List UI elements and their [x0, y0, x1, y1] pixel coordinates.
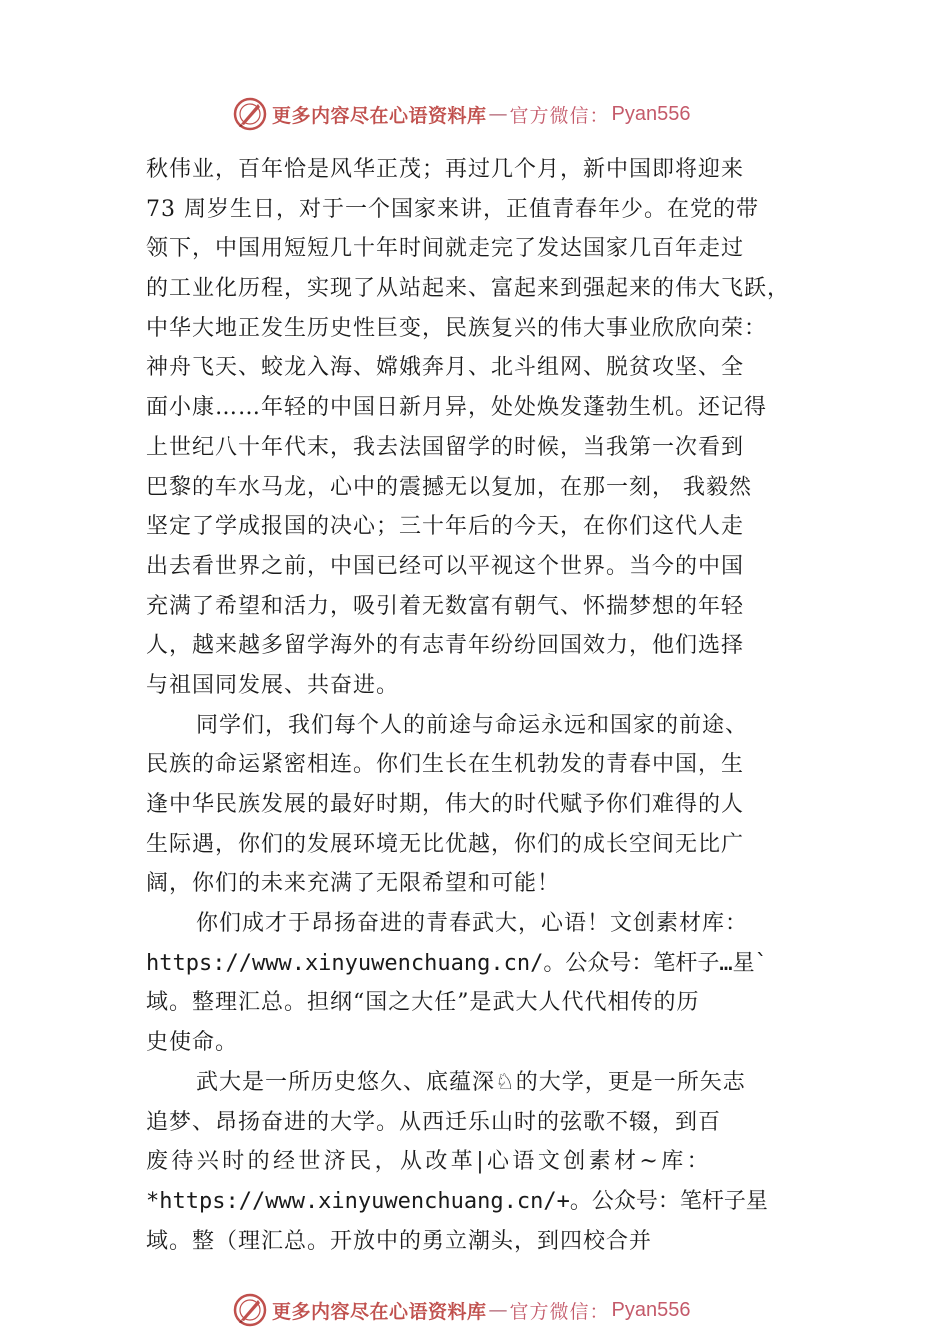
header-wechat-label: 官方微信： [509, 104, 610, 127]
header-wechat-id: Pyan556 [611, 102, 691, 125]
text-line: 废待兴时的经世济民，从改革|心语文创素材~库： [146, 1149, 713, 1175]
footer-dash: — [488, 1299, 508, 1321]
text-line: 阔，你们的未来充满了无限希望和可能！ [146, 871, 561, 897]
text-line: 上世纪八十年代末，我去法国留学的时候，当我第一次看到 [146, 434, 745, 460]
text-line: 域。整（理汇总。开放中的勇立潮头，到四校合并 [146, 1228, 653, 1254]
footer-banner [232, 1290, 752, 1330]
footer-wechat-label: 官方微信： [509, 1300, 610, 1323]
text-line: 中华大地正发生历史性巨变，民族复兴的伟大事业欣欣向荣： [146, 315, 768, 341]
text-line: 人，越来越多留学海外的有志青年纷纷回国效力，他们选择 [146, 633, 745, 659]
text-line: 神舟飞天、蛟龙入海、嫦娥奔月、北斗组网、脱贫攻坚、全 [146, 355, 745, 381]
text-line: 追梦、昂扬奋进的大学。从西迁乐山时的弦歌不辍，到百 [146, 1109, 722, 1135]
header-banner [232, 94, 752, 134]
header-dash: — [488, 103, 508, 125]
url-line: https://www.xinyuwenchuang.cn/。公众号：笔杆子…星` [146, 950, 768, 976]
text-line: 与祖国同发展、共奋进。 [146, 672, 400, 698]
text-line: 73 周岁生日，对于一个国家来讲，正值青春年少。在党的带 [146, 196, 759, 222]
paragraph-start: 武大是一所历史悠久、底蕴深♘的大学，更是一所矢志 [196, 1069, 746, 1095]
footer-text: 更多内容尽在心语资料库 [272, 1300, 487, 1323]
quill-seal-icon [232, 96, 268, 132]
footer-wechat-id: Pyan556 [611, 1298, 691, 1321]
text-line: 逢中华民族发展的最好时期，伟大的时代赋予你们难得的人 [146, 792, 745, 817]
text-line: 出去看世界之前，中国已经可以平视这个世界。当今的中国 [146, 553, 745, 579]
text-line: 域。整理汇总。担纲“国之大任”是武大人代代相传的历 [146, 990, 700, 1016]
text-line: 坚定了学成报国的决心；三十年后的今天，在你们这代人走 [146, 514, 745, 540]
text-line: 领下，中国用短短几十年时间就走完了发达国家几百年走过 [146, 236, 745, 262]
text-line: 巴黎的车水马龙，心中的震撼无以复加，在那一刻， 我毅然 [146, 474, 752, 500]
text-line: 生际遇，你们的发展环境无比优越，你们的成长空间无比广 [146, 831, 745, 857]
text-line: 民族的命运紧密相连。你们生长在生机勃发的青春中国，生 [146, 752, 745, 778]
quill-seal-icon [232, 1292, 268, 1328]
text-line: 史使命。 [146, 1030, 239, 1056]
url-line: *https://www.xinyuwenchuang.cn/+。公众号：笔杆子星 [146, 1188, 768, 1214]
document-body [146, 150, 846, 1261]
text-line: 的工业化历程，实现了从站起来、富起来到强起来的伟大飞跃， [146, 276, 791, 302]
text-line: 充满了希望和活力，吸引着无数富有朝气、怀揣梦想的年轻 [146, 593, 745, 619]
text-line: 秋伟业，百年恰是风华正茂；再过几个月，新中国即将迎来 [146, 157, 745, 182]
paragraph-start: 同学们，我们每个人的前途与命运永远和国家的前途、 [196, 712, 749, 738]
header-text: 更多内容尽在心语资料库 [272, 104, 487, 127]
paragraph-start: 你们成才于昂扬奋进的青春武大，心语！文创素材库： [196, 911, 749, 937]
text-line: 面小康……年轻的中国日新月异，处处焕发蓬勃生机。还记得 [146, 395, 768, 421]
